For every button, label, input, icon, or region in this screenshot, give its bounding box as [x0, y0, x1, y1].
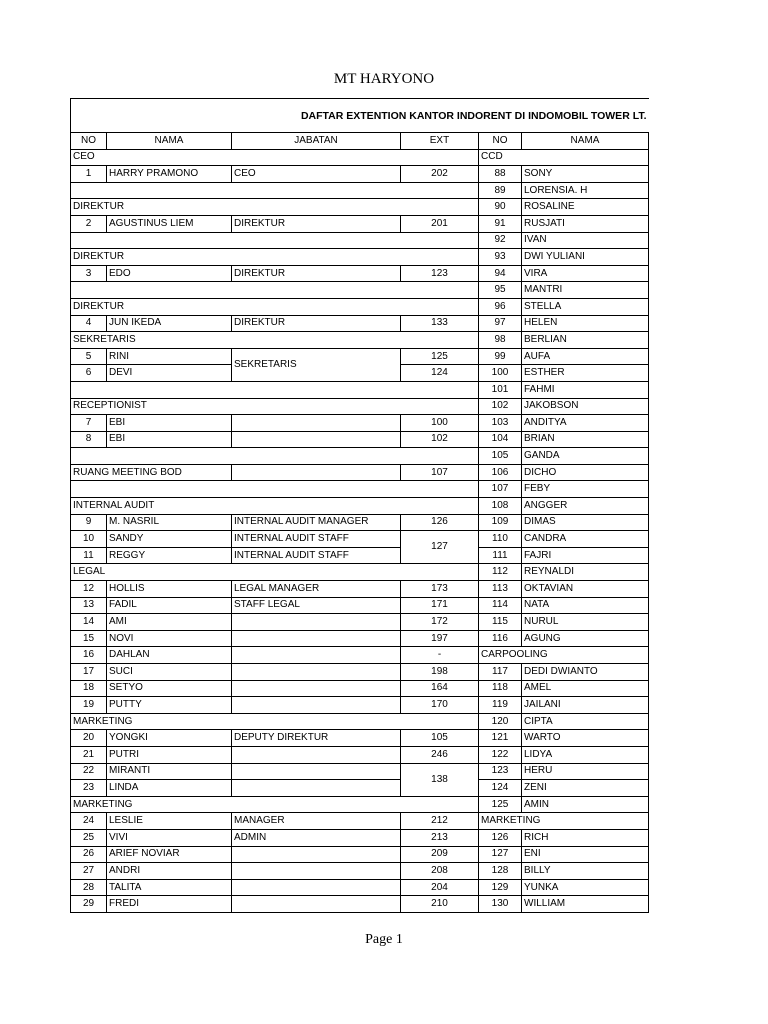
row-no: 8: [71, 431, 107, 448]
row-no: 130: [479, 896, 522, 913]
blank-cell: [232, 464, 401, 481]
table-row: [71, 664, 649, 681]
row-no: 6: [71, 365, 107, 382]
row-nama: DEVI: [107, 365, 232, 382]
table-row: [71, 415, 649, 432]
row-ext: 197: [401, 630, 479, 647]
row-nama: FAJRI: [522, 547, 649, 564]
row-jabatan: [232, 415, 401, 432]
row-no: 24: [71, 813, 107, 830]
header-no: NO: [71, 133, 107, 150]
row-no: 12: [71, 581, 107, 598]
row-nama: ARIEF NOVIAR: [107, 846, 232, 863]
section-label: MARKETING: [71, 796, 479, 813]
row-nama: DWI YULIANI: [522, 249, 649, 266]
row-jabatan: DIREKTUR: [232, 265, 401, 282]
section-label: RECEPTIONIST: [71, 398, 479, 415]
row-no: 15: [71, 630, 107, 647]
row-nama: DICHO: [522, 464, 649, 481]
row-ext: 138: [401, 763, 479, 796]
table-row: [71, 763, 649, 780]
table-row: [71, 199, 649, 216]
table-row: [71, 713, 649, 730]
row-no: 118: [479, 680, 522, 697]
row-no: 97: [479, 315, 522, 332]
row-no: 121: [479, 730, 522, 747]
row-nama: AMI: [107, 614, 232, 631]
row-no: 26: [71, 846, 107, 863]
row-ext: 126: [401, 514, 479, 531]
row-no: 115: [479, 614, 522, 631]
row-jabatan: LEGAL MANAGER: [232, 581, 401, 598]
row-no: 21: [71, 746, 107, 763]
row-no: 3: [71, 265, 107, 282]
row-no: 107: [479, 481, 522, 498]
row-nama: AGUNG: [522, 630, 649, 647]
row-nama: VIVI: [107, 829, 232, 846]
table-row: [71, 398, 649, 415]
table-row: [71, 431, 649, 448]
row-jabatan: [232, 746, 401, 763]
row-no: 96: [479, 298, 522, 315]
row-jabatan: [232, 763, 401, 780]
row-jabatan: [232, 680, 401, 697]
section-label: DIREKTUR: [71, 298, 479, 315]
table-row: [71, 780, 649, 797]
row-ext: 201: [401, 215, 479, 232]
row-no: 127: [479, 846, 522, 863]
row-nama: EDO: [107, 265, 232, 282]
row-nama: FEBY: [522, 481, 649, 498]
row-ext: 208: [401, 863, 479, 880]
row-nama: RICH: [522, 829, 649, 846]
table-row: [71, 448, 649, 465]
row-no: 94: [479, 265, 522, 282]
row-no: 2: [71, 215, 107, 232]
header-jabatan: JABATAN: [232, 133, 401, 150]
row-no: 91: [479, 215, 522, 232]
row-no: 9: [71, 514, 107, 531]
row-no: 28: [71, 879, 107, 896]
row-no: 25: [71, 829, 107, 846]
row-nama: FREDI: [107, 896, 232, 913]
table-row: [71, 581, 649, 598]
header-row: [71, 133, 649, 150]
row-ext: 123: [401, 265, 479, 282]
row-nama: TALITA: [107, 879, 232, 896]
row-no: 89: [479, 182, 522, 199]
row-nama: STELLA: [522, 298, 649, 315]
row-no: 102: [479, 398, 522, 415]
row-no: 93: [479, 249, 522, 266]
row-jabatan: [232, 697, 401, 714]
row-no: 112: [479, 564, 522, 581]
table-row: [71, 547, 649, 564]
table-row: [71, 315, 649, 332]
extension-table: [70, 98, 649, 913]
row-nama: GANDA: [522, 448, 649, 465]
row-jabatan: SEKRETARIS: [232, 348, 401, 381]
row-no: 113: [479, 581, 522, 598]
row-nama: REYNALDI: [522, 564, 649, 581]
row-no: 120: [479, 713, 522, 730]
section-label: DIREKTUR: [71, 199, 479, 216]
row-no: 19: [71, 697, 107, 714]
row-ext: 198: [401, 664, 479, 681]
row-no: 122: [479, 746, 522, 763]
row-nama: HARRY PRAMONO: [107, 166, 232, 183]
row-no: 11: [71, 547, 107, 564]
row-no: 22: [71, 763, 107, 780]
row-nama: LIDYA: [522, 746, 649, 763]
row-no: 114: [479, 597, 522, 614]
row-ext: 213: [401, 829, 479, 846]
row-no: 123: [479, 763, 522, 780]
row-no: 98: [479, 332, 522, 349]
row-no: 29: [71, 896, 107, 913]
row-nama: YONGKI: [107, 730, 232, 747]
row-nama: SUCI: [107, 664, 232, 681]
row-nama: AUFA: [522, 348, 649, 365]
row-nama: MANTRI: [522, 282, 649, 299]
table-row: [71, 647, 649, 664]
table-row: [71, 697, 649, 714]
row-ext: 210: [401, 896, 479, 913]
row-no: 95: [479, 282, 522, 299]
row-nama: SANDY: [107, 531, 232, 548]
row-jabatan: [232, 896, 401, 913]
row-nama: SONY: [522, 166, 649, 183]
row-no: 23: [71, 780, 107, 797]
table-row: [71, 829, 649, 846]
row-nama: JAKOBSON: [522, 398, 649, 415]
row-ext: 172: [401, 614, 479, 631]
row-no: 1: [71, 166, 107, 183]
row-no: 90: [479, 199, 522, 216]
section-label: LEGAL: [71, 564, 479, 581]
row-no: 110: [479, 531, 522, 548]
table-row: [71, 630, 649, 647]
table-row: [71, 597, 649, 614]
row-ext: 164: [401, 680, 479, 697]
row-no: 88: [479, 166, 522, 183]
row-nama: AGUSTINUS LIEM: [107, 215, 232, 232]
row-nama: LORENSIA. H: [522, 182, 649, 199]
row-nama: ANGGER: [522, 498, 649, 515]
row-ext: 209: [401, 846, 479, 863]
row-nama: FADIL: [107, 597, 232, 614]
row-nama: LESLIE: [107, 813, 232, 830]
row-no: 119: [479, 697, 522, 714]
row-no: 17: [71, 664, 107, 681]
row-no: 101: [479, 381, 522, 398]
row-nama: JUN IKEDA: [107, 315, 232, 332]
row-nama: DIMAS: [522, 514, 649, 531]
row-no: 108: [479, 498, 522, 515]
table-row: [71, 232, 649, 249]
row-nama: PUTRI: [107, 746, 232, 763]
table-row: [71, 564, 649, 581]
row-nama: MIRANTI: [107, 763, 232, 780]
row-nama: PUTTY: [107, 697, 232, 714]
section-label: MARKETING: [71, 713, 479, 730]
table-row: [71, 298, 649, 315]
row-nama: EBI: [107, 431, 232, 448]
row-ext: 107: [401, 464, 479, 481]
table-row: [71, 182, 649, 199]
row-jabatan: INTERNAL AUDIT STAFF: [232, 531, 401, 548]
table-row: [71, 348, 649, 365]
row-no: 27: [71, 863, 107, 880]
row-nama: BERLIAN: [522, 332, 649, 349]
row-ext: 100: [401, 415, 479, 432]
row-jabatan: [232, 879, 401, 896]
header-no-right: NO: [479, 133, 522, 150]
row-ext: 133: [401, 315, 479, 332]
row-jabatan: [232, 630, 401, 647]
row-no: 14: [71, 614, 107, 631]
table-row: [71, 796, 649, 813]
row-jabatan: DEPUTY DIREKTUR: [232, 730, 401, 747]
row-ext: 171: [401, 597, 479, 614]
section-label: RUANG MEETING BOD: [71, 464, 232, 481]
row-nama: NATA: [522, 597, 649, 614]
row-jabatan: INTERNAL AUDIT MANAGER: [232, 514, 401, 531]
table-row: [71, 481, 649, 498]
row-nama: YUNKA: [522, 879, 649, 896]
table-row: [71, 680, 649, 697]
row-nama: HERU: [522, 763, 649, 780]
row-nama: DEDI DWIANTO: [522, 664, 649, 681]
row-nama: VIRA: [522, 265, 649, 282]
header-nama-right: NAMA: [522, 133, 649, 150]
row-ext: 127: [401, 531, 479, 564]
row-no: 13: [71, 597, 107, 614]
row-nama: ROSALINE: [522, 199, 649, 216]
row-jabatan: [232, 863, 401, 880]
row-nama: ENI: [522, 846, 649, 863]
row-no: 104: [479, 431, 522, 448]
row-nama: M. NASRIL: [107, 514, 232, 531]
row-nama: WARTO: [522, 730, 649, 747]
table-row: [71, 813, 649, 830]
section-label: CARPOOLING: [479, 647, 649, 664]
row-jabatan: [232, 647, 401, 664]
row-nama: ANDITYA: [522, 415, 649, 432]
table-row: [71, 215, 649, 232]
header-nama: NAMA: [107, 133, 232, 150]
row-no: 125: [479, 796, 522, 813]
row-nama: BILLY: [522, 863, 649, 880]
header-ext: EXT: [401, 133, 479, 150]
blank-cell: [71, 282, 479, 299]
table-title: DAFTAR EXTENTION KANTOR INDORENT DI INDOMOBIL TOWER LT.: [71, 99, 649, 133]
table-row: [71, 249, 649, 266]
row-nama: CIPTA: [522, 713, 649, 730]
row-no: 109: [479, 514, 522, 531]
row-ext: 246: [401, 746, 479, 763]
table-row: [71, 531, 649, 548]
row-nama: REGGY: [107, 547, 232, 564]
row-nama: IVAN: [522, 232, 649, 249]
row-no: 105: [479, 448, 522, 465]
row-nama: BRIAN: [522, 431, 649, 448]
row-nama: AMEL: [522, 680, 649, 697]
row-ext: 204: [401, 879, 479, 896]
row-no: 126: [479, 829, 522, 846]
row-nama: ANDRI: [107, 863, 232, 880]
row-no: 111: [479, 547, 522, 564]
row-no: 103: [479, 415, 522, 432]
row-no: 5: [71, 348, 107, 365]
row-ext: 125: [401, 348, 479, 365]
row-jabatan: [232, 846, 401, 863]
row-jabatan: [232, 614, 401, 631]
row-nama: ESTHER: [522, 365, 649, 382]
row-nama: WILLIAM: [522, 896, 649, 913]
row-no: 124: [479, 780, 522, 797]
table-row: [71, 166, 649, 183]
row-ext: 102: [401, 431, 479, 448]
row-no: 10: [71, 531, 107, 548]
row-nama: HELEN: [522, 315, 649, 332]
row-jabatan: CEO: [232, 166, 401, 183]
table-row: [71, 332, 649, 349]
table-row: [71, 265, 649, 282]
row-jabatan: STAFF LEGAL: [232, 597, 401, 614]
row-jabatan: INTERNAL AUDIT STAFF: [232, 547, 401, 564]
row-nama: AMIN: [522, 796, 649, 813]
row-ext: 212: [401, 813, 479, 830]
row-nama: ZENI: [522, 780, 649, 797]
row-no: 128: [479, 863, 522, 880]
row-no: 16: [71, 647, 107, 664]
table-row: [71, 879, 649, 896]
row-nama: NOVI: [107, 630, 232, 647]
row-no: 106: [479, 464, 522, 481]
row-ext: -: [401, 647, 479, 664]
row-jabatan: DIREKTUR: [232, 215, 401, 232]
row-nama: RUSJATI: [522, 215, 649, 232]
table-row: [71, 746, 649, 763]
row-nama: SETYO: [107, 680, 232, 697]
row-ext: 124: [401, 365, 479, 382]
row-nama: EBI: [107, 415, 232, 432]
row-jabatan: [232, 780, 401, 797]
row-nama: JAILANI: [522, 697, 649, 714]
table-row: [71, 149, 649, 166]
row-nama: OKTAVIAN: [522, 581, 649, 598]
row-no: 4: [71, 315, 107, 332]
row-nama: CANDRA: [522, 531, 649, 548]
row-ext: 202: [401, 166, 479, 183]
table-row: [71, 498, 649, 515]
row-no: 99: [479, 348, 522, 365]
row-nama: NURUL: [522, 614, 649, 631]
row-jabatan: [232, 664, 401, 681]
table-row: [71, 730, 649, 747]
row-no: 117: [479, 664, 522, 681]
row-ext: 105: [401, 730, 479, 747]
row-no: 7: [71, 415, 107, 432]
page-number: Page 1: [365, 932, 403, 947]
row-nama: RINI: [107, 348, 232, 365]
table-row: [71, 614, 649, 631]
page-header-title: MT HARYONO: [333, 71, 435, 87]
row-nama: LINDA: [107, 780, 232, 797]
blank-cell: [71, 232, 479, 249]
blank-cell: [71, 182, 479, 199]
row-nama: DAHLAN: [107, 647, 232, 664]
row-ext: 170: [401, 697, 479, 714]
table-row: [71, 896, 649, 913]
row-nama: HOLLIS: [107, 581, 232, 598]
section-label: DIREKTUR: [71, 249, 479, 266]
row-no: 116: [479, 630, 522, 647]
row-nama: FAHMI: [522, 381, 649, 398]
section-label: SEKRETARIS: [71, 332, 479, 349]
table-row: [71, 863, 649, 880]
blank-cell: [71, 481, 479, 498]
section-label: INTERNAL AUDIT: [71, 498, 479, 515]
table-row: [71, 464, 649, 481]
row-no: 92: [479, 232, 522, 249]
table-row: [71, 282, 649, 299]
blank-cell: [71, 381, 479, 398]
table-row: [71, 514, 649, 531]
row-no: 20: [71, 730, 107, 747]
blank-cell: [71, 448, 479, 465]
row-jabatan: MANAGER: [232, 813, 401, 830]
row-jabatan: ADMIN: [232, 829, 401, 846]
row-no: 100: [479, 365, 522, 382]
row-ext: 173: [401, 581, 479, 598]
table-row: [71, 846, 649, 863]
section-label: CCD: [479, 149, 649, 166]
section-label: MARKETING: [479, 813, 649, 830]
row-no: 129: [479, 879, 522, 896]
table-row: [71, 381, 649, 398]
row-jabatan: DIREKTUR: [232, 315, 401, 332]
row-no: 18: [71, 680, 107, 697]
row-jabatan: [232, 431, 401, 448]
section-label: CEO: [71, 149, 479, 166]
